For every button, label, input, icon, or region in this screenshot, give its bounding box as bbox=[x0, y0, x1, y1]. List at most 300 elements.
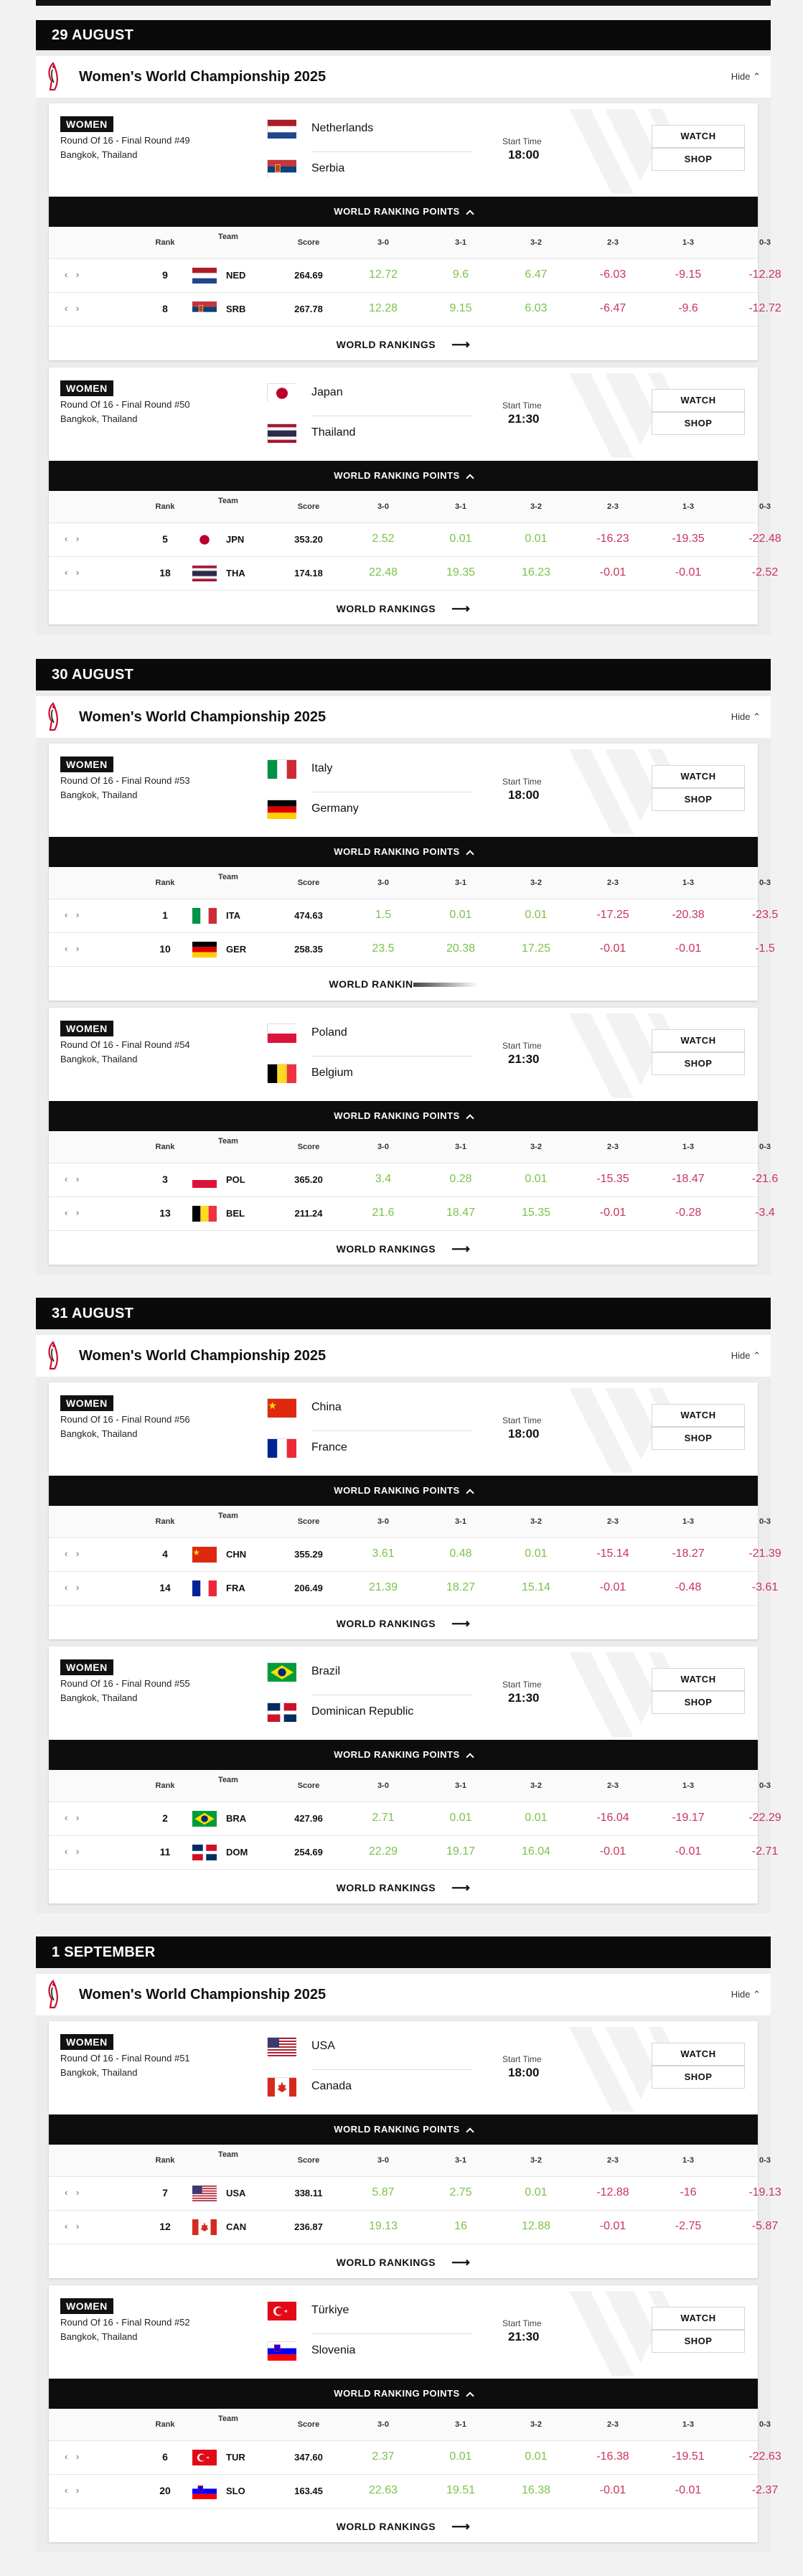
start-time: 18:00 bbox=[508, 788, 540, 802]
points-positive: 16.04 bbox=[521, 1845, 551, 1858]
match-header bbox=[49, 1382, 758, 1476]
watch-button[interactable]: WATCH bbox=[652, 1029, 745, 1052]
team-name: Thailand bbox=[311, 426, 356, 439]
arrow-right-icon: ⟶ bbox=[451, 2255, 471, 2270]
points-positive: 15.14 bbox=[521, 1581, 551, 1593]
team-name: Poland bbox=[311, 1026, 347, 1039]
match-location: Bangkok, Thailand bbox=[60, 2331, 138, 2342]
points-positive: 0.01 bbox=[525, 1547, 548, 1560]
rank-value: 11 bbox=[159, 1846, 171, 1858]
expand-arrows-icon[interactable]: ‹ › bbox=[65, 2485, 83, 2496]
score-value: 347.60 bbox=[294, 2452, 323, 2463]
points-negative: -5.87 bbox=[751, 2220, 779, 2232]
team-name: USA bbox=[311, 2040, 335, 2052]
watch-button[interactable]: WATCH bbox=[652, 125, 745, 148]
world-rankings-link[interactable] bbox=[49, 590, 758, 624]
points-positive: 2.71 bbox=[372, 1812, 395, 1824]
expand-arrows-icon[interactable]: ‹ › bbox=[65, 533, 83, 544]
points-negative: -0.48 bbox=[675, 1581, 702, 1593]
flag-chn-icon bbox=[192, 1547, 217, 1563]
team-name: Japan bbox=[311, 386, 343, 398]
table-row bbox=[49, 1571, 779, 1605]
expand-arrows-icon[interactable]: ‹ › bbox=[65, 2221, 83, 2231]
flag-bra-icon bbox=[268, 1663, 296, 1682]
points-positive: 19.35 bbox=[446, 566, 476, 579]
day-section bbox=[36, 1936, 781, 2552]
rank-value: 12 bbox=[159, 2221, 171, 2232]
match-header bbox=[49, 2021, 758, 2114]
flag-srb-icon bbox=[268, 160, 296, 179]
flag-can-icon bbox=[192, 2219, 217, 2235]
col-result: 1-3 bbox=[682, 2156, 694, 2165]
col-result: 3-2 bbox=[530, 879, 542, 887]
score-value: 206.49 bbox=[294, 1583, 323, 1593]
col-result: 3-2 bbox=[530, 1517, 542, 1526]
col-rank: Rank bbox=[155, 238, 175, 247]
expand-arrows-icon[interactable]: ‹ › bbox=[65, 1812, 83, 1823]
points-negative: -19.13 bbox=[748, 2186, 781, 2198]
chevron-up-icon bbox=[466, 2127, 474, 2135]
gender-badge: WOMEN bbox=[60, 2034, 113, 2050]
expand-arrows-icon[interactable]: ‹ › bbox=[65, 1846, 83, 1857]
score-value: 236.87 bbox=[294, 2221, 323, 2232]
team-name: Dominican Republic bbox=[311, 1705, 414, 1718]
flag-bel-icon bbox=[192, 1206, 217, 1222]
col-result: 3-1 bbox=[455, 1517, 466, 1526]
col-result: 3-0 bbox=[377, 2156, 389, 2165]
start-time: 18:00 bbox=[508, 148, 540, 161]
rank-value: 1 bbox=[162, 909, 168, 921]
match-card bbox=[49, 2285, 781, 2542]
hide-label: Hide bbox=[731, 1989, 751, 2000]
col-result: 0-3 bbox=[759, 2156, 771, 2165]
points-negative: -2.71 bbox=[751, 1845, 779, 1858]
world-rankings-label: WORLD RANKINGS bbox=[336, 1618, 436, 1629]
world-ranking-points-toggle[interactable] bbox=[49, 2114, 758, 2145]
ranking-table-header bbox=[49, 2145, 771, 2176]
arrow-right-icon: ⟶ bbox=[451, 601, 471, 616]
points-negative: -9.15 bbox=[675, 268, 702, 281]
team-away[interactable] bbox=[267, 2077, 352, 2096]
team-abbr: JPN bbox=[226, 534, 245, 545]
flag-bel-icon bbox=[268, 1064, 296, 1083]
score-value: 474.63 bbox=[294, 910, 323, 921]
points-positive: 18.27 bbox=[446, 1581, 476, 1593]
championship-logo-icon bbox=[46, 1979, 60, 2010]
points-negative: -23.5 bbox=[751, 909, 779, 921]
hide-toggle[interactable] bbox=[731, 1350, 761, 1362]
points-negative: -21.6 bbox=[751, 1173, 779, 1185]
points-positive: 17.25 bbox=[521, 942, 551, 955]
team-abbr: GER bbox=[226, 944, 247, 955]
table-row bbox=[49, 1163, 779, 1196]
competition-bar bbox=[36, 1974, 771, 2015]
flag-ita-icon bbox=[192, 908, 217, 924]
col-team: Team bbox=[218, 2415, 238, 2423]
points-negative: -0.01 bbox=[599, 942, 626, 955]
col-result: 3-1 bbox=[455, 502, 466, 511]
points-positive: 0.01 bbox=[449, 2450, 472, 2463]
expand-arrows-icon[interactable]: ‹ › bbox=[65, 303, 83, 314]
flag-dom-icon bbox=[192, 1845, 217, 1860]
world-rankings-link[interactable] bbox=[49, 1230, 758, 1265]
world-rankings-label: WORLD RANKINGS bbox=[336, 1243, 436, 1255]
arrow-right-icon: ⟶ bbox=[451, 337, 471, 352]
world-ranking-points-toggle[interactable] bbox=[49, 197, 758, 227]
col-result: 3-1 bbox=[455, 1143, 466, 1151]
points-positive: 21.6 bbox=[372, 1207, 395, 1219]
match-location: Bangkok, Thailand bbox=[60, 149, 138, 160]
col-result: 3-0 bbox=[377, 502, 389, 511]
points-positive: 22.63 bbox=[368, 2484, 398, 2496]
world-rankings-link[interactable] bbox=[49, 326, 758, 360]
rank-value: 9 bbox=[162, 269, 168, 281]
col-result: 2-3 bbox=[607, 1517, 619, 1526]
shop-button[interactable]: SHOP bbox=[652, 148, 745, 171]
flag-icon bbox=[267, 1438, 296, 1457]
table-row bbox=[49, 292, 781, 326]
points-negative: -12.72 bbox=[748, 302, 781, 314]
rank-value: 3 bbox=[162, 1174, 168, 1185]
start-time: 21:30 bbox=[508, 412, 540, 426]
competition-bar bbox=[36, 1335, 771, 1377]
chevron-up-icon bbox=[466, 1114, 474, 1122]
hide-label: Hide bbox=[731, 1350, 751, 1361]
points-negative: -21.39 bbox=[748, 1547, 781, 1560]
rank-value: 4 bbox=[162, 1548, 168, 1560]
col-result: 3-1 bbox=[455, 879, 466, 887]
watch-button[interactable]: WATCH bbox=[652, 2307, 745, 2330]
gender-badge: WOMEN bbox=[60, 2298, 113, 2314]
flag-icon bbox=[267, 119, 296, 138]
score-value: 267.78 bbox=[294, 304, 323, 314]
points-positive: 2.52 bbox=[372, 533, 395, 545]
points-negative: -12.28 bbox=[748, 268, 781, 281]
points-positive: 9.6 bbox=[452, 268, 469, 281]
hide-label: Hide bbox=[731, 71, 751, 82]
score-value: 427.96 bbox=[294, 1813, 323, 1824]
start-time-label: Start Time bbox=[502, 2054, 542, 2064]
ranking-table-header bbox=[49, 1770, 771, 1802]
score-value: 338.11 bbox=[294, 2188, 323, 2198]
points-positive: 0.01 bbox=[449, 909, 472, 921]
points-positive: 0.01 bbox=[525, 2186, 548, 2198]
rank-value: 7 bbox=[162, 2187, 168, 2198]
match-card bbox=[49, 2021, 781, 2278]
col-result: 2-3 bbox=[607, 879, 619, 887]
team-divider bbox=[311, 1430, 472, 1431]
team-away[interactable] bbox=[267, 2341, 355, 2360]
col-result: 3-0 bbox=[377, 1143, 389, 1151]
match-round: Round Of 16 - Final Round #52 bbox=[60, 2317, 190, 2328]
table-row bbox=[49, 523, 781, 556]
points-positive: 23.5 bbox=[372, 942, 395, 955]
wrp-label: WORLD RANKING POINTS bbox=[334, 470, 460, 481]
day-header: 1 SEPTEMBER bbox=[36, 1936, 771, 1968]
expand-arrows-icon[interactable]: ‹ › bbox=[65, 2187, 83, 2198]
wrp-label: WORLD RANKING POINTS bbox=[334, 1485, 460, 1496]
loading-fade-icon bbox=[413, 983, 478, 987]
hide-toggle[interactable] bbox=[731, 711, 761, 723]
expand-arrows-icon[interactable]: ‹ › bbox=[65, 1582, 83, 1593]
gender-badge: WOMEN bbox=[60, 1395, 113, 1411]
shop-button[interactable]: SHOP bbox=[652, 2066, 745, 2089]
col-result: 0-3 bbox=[759, 1517, 771, 1526]
world-ranking-points-toggle[interactable] bbox=[49, 1101, 758, 1131]
team-away[interactable] bbox=[267, 800, 359, 818]
team-home[interactable] bbox=[267, 759, 332, 778]
start-time: 21:30 bbox=[508, 1691, 540, 1705]
col-result: 1-3 bbox=[682, 502, 694, 511]
shop-button[interactable]: SHOP bbox=[652, 1427, 745, 1450]
points-negative: -0.28 bbox=[675, 1207, 702, 1219]
points-positive: 19.51 bbox=[446, 2484, 476, 2496]
points-negative: -1.5 bbox=[755, 942, 775, 955]
team-away[interactable] bbox=[267, 1438, 347, 1457]
points-negative: -0.01 bbox=[675, 1845, 702, 1858]
flag-pol-icon bbox=[268, 1024, 296, 1043]
col-rank: Rank bbox=[155, 2420, 175, 2429]
day-header: 31 AUGUST bbox=[36, 1298, 771, 1329]
team-abbr: FRA bbox=[226, 1583, 245, 1593]
competition-title: Women's World Championship 2025 bbox=[79, 68, 327, 85]
points-negative: -6.47 bbox=[599, 302, 626, 314]
col-team: Team bbox=[218, 2150, 238, 2159]
competition-title: Women's World Championship 2025 bbox=[79, 1986, 327, 2003]
expand-arrows-icon[interactable]: ‹ › bbox=[65, 2451, 83, 2462]
flag-icon bbox=[267, 2077, 296, 2096]
flag-ita-icon bbox=[268, 760, 296, 779]
match-location: Bangkok, Thailand bbox=[60, 2067, 138, 2078]
expand-arrows-icon[interactable]: ‹ › bbox=[65, 567, 83, 578]
points-negative: -15.35 bbox=[596, 1173, 629, 1185]
col-result: 3-1 bbox=[455, 238, 466, 247]
flag-pol-icon bbox=[192, 1172, 217, 1188]
team-abbr: NED bbox=[226, 270, 246, 281]
shop-button[interactable]: SHOP bbox=[652, 2330, 745, 2353]
col-result: 0-3 bbox=[759, 502, 771, 511]
gender-badge: WOMEN bbox=[60, 380, 113, 396]
match-card bbox=[49, 103, 781, 360]
flag-icon bbox=[267, 800, 296, 818]
col-result: 0-3 bbox=[759, 238, 771, 247]
col-team: Team bbox=[218, 233, 238, 241]
match-header bbox=[49, 2285, 758, 2379]
team-home[interactable] bbox=[267, 383, 343, 402]
points-positive: 0.01 bbox=[525, 909, 548, 921]
team-abbr: POL bbox=[226, 1174, 245, 1185]
points-negative: -3.4 bbox=[755, 1207, 775, 1219]
col-result: 3-1 bbox=[455, 1781, 466, 1790]
score-value: 254.69 bbox=[294, 1847, 323, 1858]
flag-slo-icon bbox=[192, 2483, 217, 2499]
expand-arrows-icon[interactable]: ‹ › bbox=[65, 269, 83, 280]
expand-arrows-icon[interactable]: ‹ › bbox=[65, 1548, 83, 1559]
start-time-label: Start Time bbox=[502, 1041, 542, 1051]
points-positive: 19.17 bbox=[446, 1845, 476, 1858]
table-row bbox=[49, 258, 781, 292]
watch-button[interactable]: WATCH bbox=[652, 765, 745, 788]
match-header bbox=[49, 1647, 758, 1740]
watch-button[interactable]: WATCH bbox=[652, 1404, 745, 1427]
team-abbr: SLO bbox=[226, 2486, 245, 2496]
points-positive: 12.88 bbox=[521, 2220, 551, 2232]
team-home[interactable] bbox=[267, 1024, 347, 1042]
shop-button[interactable]: SHOP bbox=[652, 412, 745, 435]
flag-ger-icon bbox=[192, 942, 217, 957]
hide-toggle[interactable] bbox=[731, 71, 761, 83]
team-away[interactable] bbox=[267, 1064, 353, 1082]
wrp-label: WORLD RANKING POINTS bbox=[334, 2388, 460, 2399]
team-home[interactable] bbox=[267, 2037, 335, 2056]
world-rankings-link[interactable] bbox=[49, 2244, 758, 2278]
points-positive: 2.75 bbox=[449, 2186, 472, 2198]
watch-button[interactable]: WATCH bbox=[652, 2043, 745, 2066]
world-ranking-points-toggle[interactable] bbox=[49, 461, 758, 491]
col-rank: Rank bbox=[155, 2156, 175, 2165]
ranking-table-header bbox=[49, 491, 771, 523]
top-bar bbox=[36, 0, 771, 6]
watch-button[interactable]: WATCH bbox=[652, 1668, 745, 1691]
world-rankings-link[interactable] bbox=[49, 966, 758, 1001]
chevron-up-icon bbox=[466, 850, 474, 858]
expand-arrows-icon[interactable]: ‹ › bbox=[65, 1207, 83, 1218]
competition-title: Women's World Championship 2025 bbox=[79, 1347, 327, 1364]
start-time-label: Start Time bbox=[502, 777, 542, 787]
world-ranking-points-toggle[interactable] bbox=[49, 2379, 758, 2409]
flag-ger-icon bbox=[268, 800, 296, 819]
hide-label: Hide bbox=[731, 711, 751, 722]
score-value: 211.24 bbox=[294, 1208, 323, 1219]
flag-icon bbox=[267, 2037, 296, 2056]
world-ranking-points-toggle[interactable] bbox=[49, 1476, 758, 1506]
day-section bbox=[36, 1298, 781, 1914]
team-abbr: TUR bbox=[226, 2452, 245, 2463]
team-away[interactable] bbox=[267, 423, 355, 442]
expand-arrows-icon[interactable]: ‹ › bbox=[65, 943, 83, 954]
gender-badge: WOMEN bbox=[60, 116, 113, 132]
points-positive: 6.03 bbox=[525, 302, 548, 314]
points-positive: 5.87 bbox=[372, 2186, 395, 2198]
rank-value: 2 bbox=[162, 1812, 168, 1824]
col-score: Score bbox=[297, 502, 320, 511]
flag-ned-icon bbox=[268, 120, 296, 139]
points-negative: -19.35 bbox=[672, 533, 705, 545]
rank-value: 18 bbox=[159, 567, 171, 579]
championship-logo-icon bbox=[46, 61, 60, 93]
score-value: 264.69 bbox=[294, 270, 323, 281]
flag-chn-icon bbox=[268, 1399, 296, 1418]
world-rankings-link[interactable] bbox=[49, 1605, 758, 1639]
flag-icon bbox=[267, 383, 296, 402]
rank-value: 10 bbox=[159, 943, 171, 955]
world-rankings-link[interactable] bbox=[49, 1869, 758, 1903]
points-positive: 9.15 bbox=[449, 302, 472, 314]
flag-usa-icon bbox=[192, 2186, 217, 2201]
expand-arrows-icon[interactable]: ‹ › bbox=[65, 1174, 83, 1184]
team-name: Netherlands bbox=[311, 122, 374, 134]
team-home[interactable] bbox=[267, 2301, 349, 2320]
team-away[interactable] bbox=[267, 1702, 413, 1721]
points-positive: 1.5 bbox=[375, 909, 392, 921]
col-result: 0-3 bbox=[759, 1781, 771, 1790]
team-abbr: ITA bbox=[226, 910, 240, 921]
points-positive: 6.47 bbox=[525, 268, 548, 281]
col-result: 1-3 bbox=[682, 879, 694, 887]
world-rankings-link[interactable] bbox=[49, 2508, 758, 2542]
world-ranking-points-toggle[interactable] bbox=[49, 1740, 758, 1770]
col-result: 1-3 bbox=[682, 1517, 694, 1526]
points-negative: -20.38 bbox=[672, 909, 705, 921]
team-name: Germany bbox=[311, 802, 359, 815]
col-result: 2-3 bbox=[607, 502, 619, 511]
rank-value: 20 bbox=[159, 2485, 171, 2496]
watch-button[interactable]: WATCH bbox=[652, 389, 745, 412]
chevron-up-icon: ⌃ bbox=[753, 71, 761, 82]
points-positive: 12.28 bbox=[368, 302, 398, 314]
points-positive: 2.37 bbox=[372, 2450, 395, 2463]
match-round: Round Of 16 - Final Round #56 bbox=[60, 1414, 190, 1425]
col-result: 1-3 bbox=[682, 1143, 694, 1151]
flag-icon bbox=[267, 159, 296, 178]
points-positive: 12.72 bbox=[368, 268, 398, 281]
team-abbr: BEL bbox=[226, 1208, 245, 1219]
flag-icon bbox=[267, 2341, 296, 2360]
points-positive: 0.01 bbox=[525, 2450, 548, 2463]
shop-button[interactable]: SHOP bbox=[652, 788, 745, 811]
wrp-label: WORLD RANKING POINTS bbox=[334, 846, 460, 857]
expand-arrows-icon[interactable]: ‹ › bbox=[65, 909, 83, 920]
team-name: China bbox=[311, 1401, 342, 1413]
points-positive: 0.01 bbox=[449, 533, 472, 545]
team-away[interactable] bbox=[267, 159, 344, 178]
world-rankings-label: WORLD RANKINGS bbox=[336, 2521, 436, 2532]
points-negative: -16.38 bbox=[596, 2450, 629, 2463]
points-positive: 21.39 bbox=[368, 1581, 398, 1593]
col-score: Score bbox=[297, 2420, 320, 2429]
points-positive: 0.48 bbox=[449, 1547, 472, 1560]
team-home[interactable] bbox=[267, 1398, 342, 1417]
col-score: Score bbox=[297, 1781, 320, 1790]
points-negative: -0.01 bbox=[675, 566, 702, 579]
competition-title: Women's World Championship 2025 bbox=[79, 708, 327, 725]
col-result: 3-2 bbox=[530, 1781, 542, 1790]
match-round: Round Of 16 - Final Round #53 bbox=[60, 775, 190, 786]
score-value: 365.20 bbox=[294, 1174, 323, 1185]
team-abbr: SRB bbox=[226, 304, 246, 314]
points-negative: -0.01 bbox=[675, 2484, 702, 2496]
world-rankings-label: WORLD RANKINGS bbox=[336, 2257, 436, 2268]
score-value: 355.29 bbox=[294, 1549, 323, 1560]
shop-button[interactable]: SHOP bbox=[652, 1052, 745, 1075]
points-positive: 15.35 bbox=[521, 1207, 551, 1219]
world-rankings-label: WORLD RANKIN bbox=[329, 978, 413, 990]
world-ranking-points-toggle[interactable] bbox=[49, 837, 758, 867]
flag-icon bbox=[267, 1398, 296, 1417]
points-negative: -0.01 bbox=[599, 2484, 626, 2496]
points-negative: -0.01 bbox=[675, 942, 702, 955]
table-row bbox=[49, 1802, 781, 1835]
flag-icon bbox=[267, 1702, 296, 1721]
col-result: 2-3 bbox=[607, 2156, 619, 2165]
team-home[interactable] bbox=[267, 1662, 340, 1681]
points-positive: 3.61 bbox=[372, 1547, 395, 1560]
team-home[interactable] bbox=[267, 119, 373, 138]
flag-icon bbox=[267, 759, 296, 778]
ranking-table-header bbox=[49, 1131, 771, 1163]
hide-toggle[interactable] bbox=[731, 1989, 761, 2000]
shop-button[interactable]: SHOP bbox=[652, 1691, 745, 1714]
